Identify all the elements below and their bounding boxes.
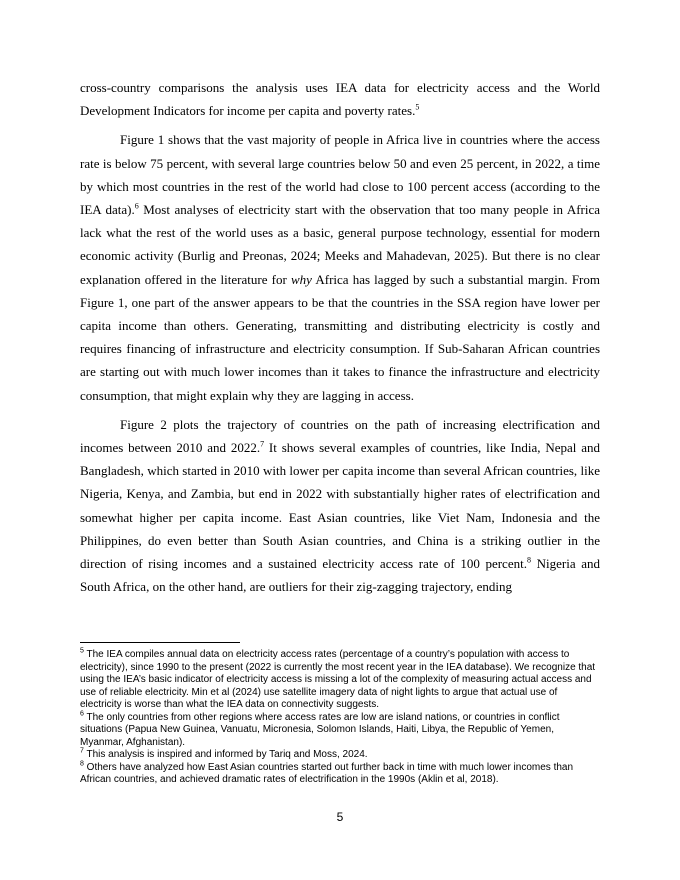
footnote-5 xyxy=(80,649,600,712)
footnote-number: 6 xyxy=(80,710,84,718)
footnote-6 xyxy=(80,712,600,750)
footnote-text: The only countries from other regions where access rates are low are island nations, or countries in conflict situations (Papua New Guinea, Vanuatu, Micronesia, Solomon Islands, Haiti, Libya, the Republic of Yemen, Myanmar, Afghanistan). xyxy=(80,711,560,748)
paragraph-figure-1 xyxy=(80,128,600,406)
paragraph-text: Most analyses of electricity start with the observation that too many people in Africa lack what the rest of the world uses as a basic, general purpose technology, essential for modern economic activity (Burlig and Preonas, 2024; Meeks and Mahadevan, 2025). But there is no clear explanation offered in the literature for xyxy=(80,202,601,287)
paragraph-text: Africa has lagged by such a substantial margin. From Figure 1, one part of the answer appears to be that the countries in the SSA region have lower per capita income than others. Generating, transmitting and distributing electricity is costly and requires financing of infrastructure and electricity consumption. If Sub-Saharan African countries are starting out with much lower incomes than it takes to finance the infrastructure and electricity consumption, that might explain why they are lagging in access. xyxy=(80,271,600,403)
paragraph-text: Figure 1 shows that the vast majority of people in Africa live in countries where the access rate is below 75 percent, with several large countries below 50 and even 25 percent, in 2022, a time by which most countries in the rest of the world had close to 100 percent access (according to the IEA data). xyxy=(80,132,600,218)
emphasis-why: why xyxy=(290,271,312,287)
footnote-number: 7 xyxy=(80,747,84,755)
paragraph-text: Nigeria and South Africa, on the other hand, are outliers for their zig-zagging trajectory, ending xyxy=(80,556,600,595)
footnote-text: The IEA compiles annual data on electricity access rates (percentage of a country’s population with access to electricity), since 1990 to the present (2022 is currently the most recent year in the IEA database). We recognize that using the IEA’s basic indicator of electricity access is missing a lot of the complexity of measuring actual access and use of reliable electricity. Min et al (2024) use satellite imagery data of night lights to argue that actual use of electricity is worse than what the IEA data on connectivity suggests. xyxy=(80,649,596,710)
footnote-separator xyxy=(80,642,240,643)
page-number: 5 xyxy=(336,810,344,824)
footnote-ref-5[interactable]: 5 xyxy=(415,102,420,112)
footnote-ref-6[interactable]: 6 xyxy=(134,201,139,211)
footnote-ref-8[interactable]: 8 xyxy=(526,555,531,565)
footnote-text: This analysis is inspired and informed by Tariq and Moss, 2024. xyxy=(83,749,368,760)
footnote-number: 5 xyxy=(80,647,84,655)
paragraph-text: Figure 2 plots the trajectory of countries on the path of increasing electrification and incomes between 2010 and 2022. xyxy=(80,416,600,456)
footnote-8 xyxy=(80,762,600,787)
footnotes xyxy=(80,649,600,787)
footnote-number: 8 xyxy=(80,760,84,768)
paragraph-figure-2 xyxy=(80,413,600,599)
paragraph-text: It shows several examples of countries, like India, Nepal and Bangladesh, which started in 2010 with lower per capita income than several African countries, like Nigeria, Kenya, and Zambia, but end in 2022 with substantially higher rates of electrification and somewhat higher per capita income. East Asian countries, like Viet Nam, Indonesia and the Philippines, do even better than South Asian countries, and China is a striking outlier in the direction of rising incomes and a sustained electricity access rate of 100 percent. xyxy=(80,440,600,572)
paragraph-text: cross-country comparisons the analysis uses IEA data for electricity access and the World Development Indicators for income per capita and poverty rates. xyxy=(80,80,600,119)
footnote-ref-7[interactable]: 7 xyxy=(260,439,265,449)
paragraph-continued xyxy=(80,76,600,122)
body-text xyxy=(80,76,600,604)
footnote-7 xyxy=(80,749,600,762)
footnote-text: Others have analyzed how East Asian countries started out further back in time with much lower incomes than African countries, and achieved dramatic rates of electrification in the 1990s (Aklin et al, 2018). xyxy=(80,761,574,785)
